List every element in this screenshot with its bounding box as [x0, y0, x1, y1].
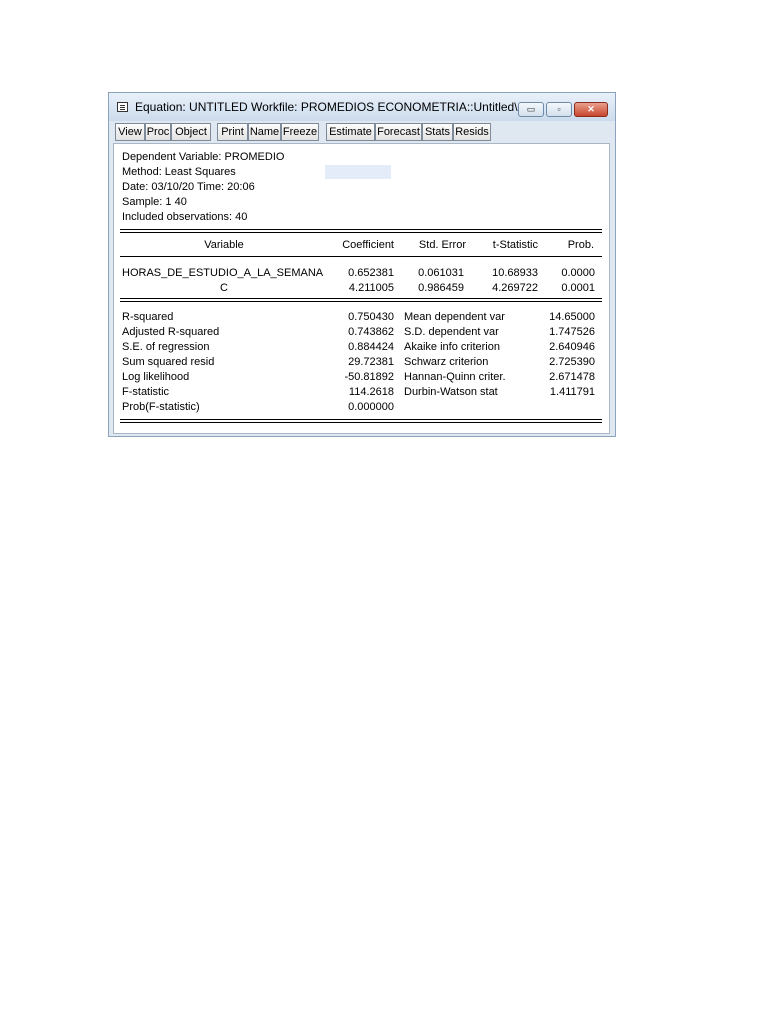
close-button[interactable]: ✕ — [574, 102, 608, 117]
freeze-button[interactable]: Freeze — [281, 123, 319, 141]
coef-std-error: 0.061031 — [418, 267, 464, 279]
stat-label: S.D. dependent var — [404, 326, 499, 338]
method: Method: Least Squares — [122, 166, 236, 178]
col-std-error: Std. Error — [418, 239, 466, 251]
stat-value: 1.747526 — [549, 326, 595, 338]
toolbar — [113, 123, 613, 141]
stat-value: -50.81892 — [344, 371, 394, 383]
stat-value: 2.725390 — [549, 356, 595, 368]
divider — [120, 298, 602, 302]
stat-value: 29.72381 — [348, 356, 394, 368]
proc-button[interactable]: Proc — [145, 123, 171, 141]
equation-window — [108, 92, 616, 437]
window-title: Equation: UNTITLED Workfile: PROMEDIOS ECONOMETRIA::Untitled\ — [135, 100, 518, 114]
stat-label: Prob(F-statistic) — [122, 401, 200, 413]
stat-value: 2.671478 — [549, 371, 595, 383]
title-bar[interactable] — [109, 93, 615, 121]
stat-label: F-statistic — [122, 386, 170, 398]
stat-value: 0.884424 — [348, 341, 394, 353]
stat-value: 2.640946 — [549, 341, 595, 353]
stat-value: 0.743862 — [348, 326, 394, 338]
coef-prob: 0.0000 — [561, 267, 595, 279]
coef-variable: HORAS_DE_ESTUDIO_A_LA_SEMANA — [122, 267, 324, 279]
dependent-variable: Dependent Variable: PROMEDIO — [122, 151, 285, 163]
estimate-button[interactable]: Estimate — [326, 123, 375, 141]
coef-t-statistic: 10.68933 — [492, 267, 538, 279]
stat-value: 0.000000 — [348, 401, 394, 413]
stat-label: S.E. of regression — [122, 341, 210, 353]
coef-variable: C — [220, 282, 228, 294]
stat-label: Sum squared resid — [122, 356, 215, 368]
divider — [120, 229, 602, 233]
output-pane[interactable] — [113, 143, 610, 434]
print-button[interactable]: Print — [217, 123, 248, 141]
included-observations: Included observations: 40 — [122, 211, 248, 223]
col-coefficient: Coefficient — [342, 239, 394, 251]
stat-label: Log likelihood — [122, 371, 190, 383]
stat-label: Adjusted R-squared — [122, 326, 220, 338]
object-button[interactable]: Object — [171, 123, 211, 141]
divider — [120, 419, 602, 423]
date-time: Date: 03/10/20 Time: 20:06 — [122, 181, 255, 193]
col-t-statistic: t-Statistic — [492, 239, 538, 251]
stat-value: 0.750430 — [348, 311, 394, 323]
selection-highlight — [325, 165, 391, 179]
coef-value: 0.652381 — [348, 267, 394, 279]
stats-button[interactable]: Stats — [422, 123, 453, 141]
divider — [120, 256, 602, 257]
stat-value: 114.2618 — [348, 386, 394, 398]
col-variable: Variable — [204, 239, 244, 251]
coef-prob: 0.0001 — [561, 282, 595, 294]
name-button[interactable]: Name — [248, 123, 281, 141]
stat-label: Mean dependent var — [404, 311, 505, 323]
forecast-button[interactable]: Forecast — [375, 123, 422, 141]
coef-std-error: 0.986459 — [418, 282, 464, 294]
stat-label: Akaike info criterion — [404, 341, 500, 353]
stat-label: Durbin-Watson stat — [404, 386, 498, 398]
stat-label: R-squared — [122, 311, 174, 323]
col-prob: Prob. — [567, 239, 594, 251]
coef-t-statistic: 4.269722 — [492, 282, 538, 294]
window-menu-icon[interactable] — [117, 102, 128, 112]
maximize-button[interactable]: ▫ — [546, 102, 572, 117]
view-button[interactable]: View — [115, 123, 145, 141]
coef-value: 4.211005 — [348, 282, 394, 294]
stat-value: 1.411791 — [549, 386, 595, 398]
minimize-button[interactable]: ▭ — [518, 102, 544, 117]
stat-value: 14.65000 — [549, 311, 595, 323]
sample: Sample: 1 40 — [122, 196, 187, 208]
resids-button[interactable]: Resids — [453, 123, 491, 141]
stat-label: Hannan-Quinn criter. — [404, 371, 506, 383]
stat-label: Schwarz criterion — [404, 356, 489, 368]
